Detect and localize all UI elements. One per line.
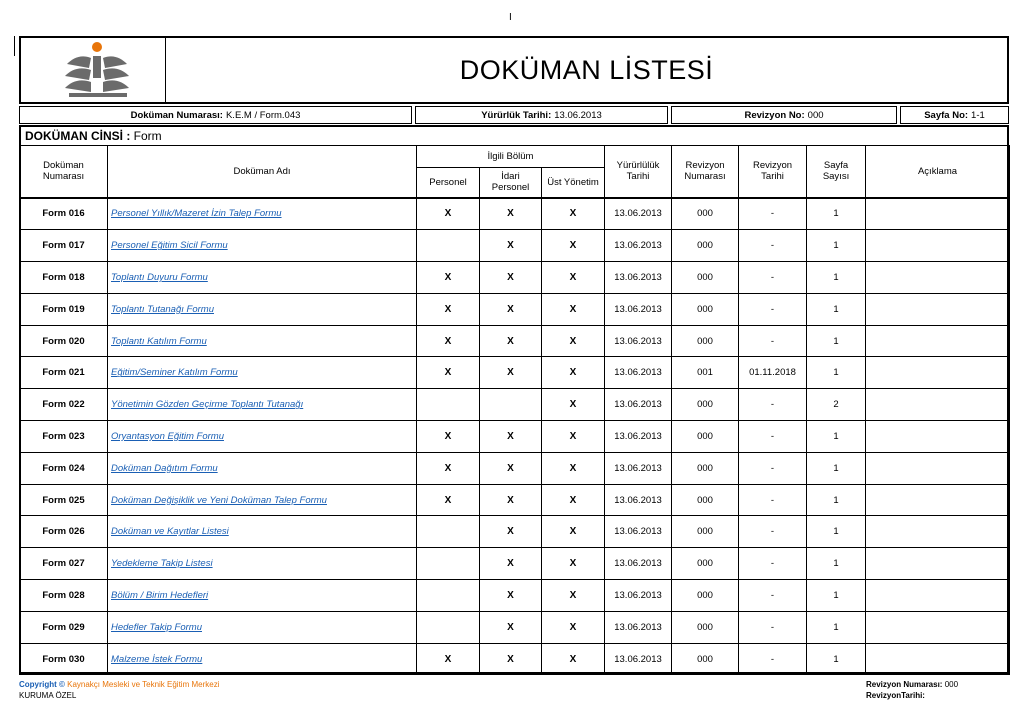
header-doc-name: Doküman Adı xyxy=(108,146,417,198)
doc-link[interactable]: Doküman Değişiklik ve Yeni Doküman Talep Formu xyxy=(111,494,327,506)
row-page-count: 1 xyxy=(807,325,866,357)
row-page-count: 1 xyxy=(807,484,866,516)
doc-link[interactable]: Personel Eğitim Sicil Formu xyxy=(111,240,228,252)
row-page-count: 1 xyxy=(807,357,866,389)
row-doc-name xyxy=(108,357,417,389)
header-page-count: Sayfa Sayısı xyxy=(807,146,866,198)
row-effective-date: 13.06.2013 xyxy=(605,357,672,389)
page-number-value: 1-1 xyxy=(971,109,985,121)
row-doc-number: Form 030 xyxy=(20,643,108,675)
row-top-management-mark: X xyxy=(542,389,605,421)
table-row xyxy=(20,262,1010,294)
row-personnel-mark xyxy=(417,611,480,643)
row-page-count: 1 xyxy=(807,421,866,453)
doc-link[interactable]: Yedekleme Takip Listesi xyxy=(111,558,213,570)
row-top-management-mark: X xyxy=(542,548,605,580)
row-personnel-mark: X xyxy=(417,325,480,357)
row-revision-number: 000 xyxy=(672,325,739,357)
row-top-management-mark: X xyxy=(542,452,605,484)
row-revision-date: - xyxy=(739,421,807,453)
row-notes xyxy=(866,452,1010,484)
doc-link[interactable]: Malzeme İstek Formu xyxy=(111,653,203,665)
row-revision-date: - xyxy=(739,548,807,580)
row-page-count: 1 xyxy=(807,198,866,230)
copyright-label: Copyright © xyxy=(19,680,65,689)
row-revision-date: - xyxy=(739,611,807,643)
row-top-management-mark: X xyxy=(542,230,605,262)
row-revision-number: 000 xyxy=(672,293,739,325)
doc-link[interactable]: Doküman Dağıtım Formu xyxy=(111,462,218,474)
row-admin-personnel-mark: X xyxy=(480,198,542,230)
row-doc-name xyxy=(108,230,417,262)
row-doc-name xyxy=(108,198,417,230)
document-header xyxy=(19,36,1009,104)
row-admin-personnel-mark: X xyxy=(480,452,542,484)
row-revision-date: 01.11.2018 xyxy=(739,357,807,389)
row-top-management-mark: X xyxy=(542,325,605,357)
row-revision-date: - xyxy=(739,293,807,325)
row-doc-number: Form 026 xyxy=(20,516,108,548)
row-effective-date: 13.06.2013 xyxy=(605,611,672,643)
doc-link[interactable]: Oryantasyon Eğitim Formu xyxy=(111,430,224,442)
doc-number-cell xyxy=(19,106,412,124)
footer-left xyxy=(19,679,219,701)
row-revision-date: - xyxy=(739,643,807,675)
row-admin-personnel-mark: X xyxy=(480,293,542,325)
row-admin-personnel-mark: X xyxy=(480,484,542,516)
row-admin-personnel-mark: X xyxy=(480,230,542,262)
header-revision-number: Revizyon Numarası xyxy=(672,146,739,198)
row-page-count: 1 xyxy=(807,452,866,484)
header-effective-date: Yürürlülük Tarihi xyxy=(605,146,672,198)
footer-revision-date-label: RevizyonTarihi: xyxy=(866,691,925,700)
row-admin-personnel-mark: X xyxy=(480,611,542,643)
row-revision-date: - xyxy=(739,580,807,612)
row-notes xyxy=(866,230,1010,262)
row-doc-number: Form 022 xyxy=(20,389,108,421)
row-doc-name xyxy=(108,452,417,484)
org-name: Kaynakçı Mesleki ve Teknik Eğitim Merkezi xyxy=(67,680,220,689)
row-notes xyxy=(866,421,1010,453)
row-revision-date: - xyxy=(739,198,807,230)
row-page-count: 1 xyxy=(807,516,866,548)
table-row xyxy=(20,580,1010,612)
row-notes xyxy=(866,198,1010,230)
table-row xyxy=(20,293,1010,325)
row-doc-name xyxy=(108,643,417,675)
effective-date-cell xyxy=(415,106,668,124)
effective-date-value: 13.06.2013 xyxy=(554,109,602,121)
table-row xyxy=(20,421,1010,453)
row-top-management-mark: X xyxy=(542,611,605,643)
row-admin-personnel-mark: X xyxy=(480,262,542,294)
doc-link[interactable]: Toplantı Duyuru Formu xyxy=(111,271,208,283)
row-revision-number: 000 xyxy=(672,389,739,421)
revision-label: Revizyon No: xyxy=(744,109,805,121)
row-top-management-mark: X xyxy=(542,421,605,453)
footer-revision-no-value: 000 xyxy=(944,680,959,689)
row-doc-number: Form 017 xyxy=(20,230,108,262)
row-revision-number: 000 xyxy=(672,452,739,484)
row-personnel-mark xyxy=(417,389,480,421)
row-admin-personnel-mark: X xyxy=(480,548,542,580)
row-revision-number: 000 xyxy=(672,230,739,262)
row-page-count: 1 xyxy=(807,643,866,675)
row-notes xyxy=(866,580,1010,612)
row-doc-name xyxy=(108,484,417,516)
row-notes xyxy=(866,484,1010,516)
header-top-management: Üst Yönetim xyxy=(542,168,605,198)
footer-revision-no-label: Revizyon Numarası: xyxy=(866,680,943,689)
row-notes xyxy=(866,548,1010,580)
row-doc-name xyxy=(108,325,417,357)
footer-right xyxy=(866,679,958,701)
row-notes xyxy=(866,389,1010,421)
document-table xyxy=(19,145,1010,675)
row-doc-number: Form 019 xyxy=(20,293,108,325)
row-revision-number: 000 xyxy=(672,484,739,516)
table-row xyxy=(20,516,1010,548)
row-top-management-mark: X xyxy=(542,293,605,325)
row-page-count: 1 xyxy=(807,580,866,612)
row-doc-number: Form 021 xyxy=(20,357,108,389)
row-doc-number: Form 028 xyxy=(20,580,108,612)
row-effective-date: 13.06.2013 xyxy=(605,293,672,325)
document-info-bar xyxy=(19,106,1009,124)
table-row xyxy=(20,230,1010,262)
row-admin-personnel-mark: X xyxy=(480,580,542,612)
header-revision-date: Revizyon Tarihi xyxy=(739,146,807,198)
document-list-box xyxy=(19,125,1009,674)
row-revision-date: - xyxy=(739,452,807,484)
table-row xyxy=(20,548,1010,580)
row-doc-name xyxy=(108,516,417,548)
row-revision-number: 000 xyxy=(672,580,739,612)
row-page-count: 1 xyxy=(807,293,866,325)
page-number-cell xyxy=(900,106,1009,124)
row-personnel-mark xyxy=(417,580,480,612)
row-top-management-mark: X xyxy=(542,198,605,230)
row-admin-personnel-mark: X xyxy=(480,357,542,389)
row-revision-date: - xyxy=(739,230,807,262)
row-effective-date: 13.06.2013 xyxy=(605,484,672,516)
row-revision-date: - xyxy=(739,325,807,357)
row-personnel-mark xyxy=(417,516,480,548)
doc-link[interactable]: Eğitim/Seminer Katılım Formu xyxy=(111,367,238,379)
table-row xyxy=(20,452,1010,484)
row-revision-number: 000 xyxy=(672,643,739,675)
table-row xyxy=(20,325,1010,357)
row-doc-number: Form 027 xyxy=(20,548,108,580)
header-notes: Açıklama xyxy=(866,146,1010,198)
row-revision-number: 000 xyxy=(672,548,739,580)
row-effective-date: 13.06.2013 xyxy=(605,421,672,453)
row-admin-personnel-mark: X xyxy=(480,643,542,675)
effective-date-label: Yürürlük Tarihi: xyxy=(481,109,552,121)
table-row xyxy=(20,389,1010,421)
row-notes xyxy=(866,611,1010,643)
row-doc-number: Form 023 xyxy=(20,421,108,453)
row-revision-date: - xyxy=(739,389,807,421)
doc-type-value: Form xyxy=(133,129,162,143)
revision-value: 000 xyxy=(807,109,824,121)
row-effective-date: 13.06.2013 xyxy=(605,389,672,421)
row-notes xyxy=(866,357,1010,389)
row-effective-date: 13.06.2013 xyxy=(605,548,672,580)
doc-type xyxy=(25,129,162,143)
book-stack-logo-icon xyxy=(21,38,166,102)
row-page-count: 2 xyxy=(807,389,866,421)
row-doc-name xyxy=(108,389,417,421)
table-row xyxy=(20,484,1010,516)
doc-link[interactable]: Bölüm / Birim Hedefleri xyxy=(111,589,209,601)
row-notes xyxy=(866,643,1010,675)
row-effective-date: 13.06.2013 xyxy=(605,516,672,548)
row-notes xyxy=(866,516,1010,548)
row-revision-number: 000 xyxy=(672,198,739,230)
row-revision-number: 000 xyxy=(672,611,739,643)
row-page-count: 1 xyxy=(807,611,866,643)
table-row xyxy=(20,198,1010,230)
row-effective-date: 13.06.2013 xyxy=(605,452,672,484)
row-personnel-mark: X xyxy=(417,484,480,516)
page-mark: I xyxy=(509,12,512,23)
row-doc-number: Form 016 xyxy=(20,198,108,230)
doc-link[interactable]: Toplantı Katılım Formu xyxy=(111,335,207,347)
row-revision-date: - xyxy=(739,262,807,294)
row-personnel-mark xyxy=(417,548,480,580)
row-notes xyxy=(866,293,1010,325)
row-personnel-mark xyxy=(417,230,480,262)
row-personnel-mark: X xyxy=(417,198,480,230)
row-notes xyxy=(866,262,1010,294)
row-effective-date: 13.06.2013 xyxy=(605,198,672,230)
doc-type-label: DOKÜMAN CİNSİ : xyxy=(25,129,131,143)
row-top-management-mark: X xyxy=(542,580,605,612)
row-doc-name xyxy=(108,548,417,580)
row-doc-name xyxy=(108,421,417,453)
header-personnel: Personel xyxy=(417,168,480,198)
row-effective-date: 13.06.2013 xyxy=(605,580,672,612)
header-related-dept: İlgili Bölüm xyxy=(417,146,605,168)
table-row xyxy=(20,643,1010,675)
header-admin-personnel: İdari Personel xyxy=(480,168,542,198)
row-notes xyxy=(866,325,1010,357)
row-revision-number: 000 xyxy=(672,421,739,453)
row-doc-name xyxy=(108,262,417,294)
row-revision-number: 000 xyxy=(672,516,739,548)
row-top-management-mark: X xyxy=(542,516,605,548)
doc-link[interactable]: Toplantı Tutanağı Formu xyxy=(111,303,214,315)
doc-link[interactable]: Hedefler Takip Formu xyxy=(111,621,202,633)
row-page-count: 1 xyxy=(807,548,866,580)
row-effective-date: 13.06.2013 xyxy=(605,325,672,357)
row-doc-name xyxy=(108,611,417,643)
row-personnel-mark: X xyxy=(417,357,480,389)
row-admin-personnel-mark xyxy=(480,389,542,421)
table-row xyxy=(20,611,1010,643)
row-doc-number: Form 029 xyxy=(20,611,108,643)
row-doc-name xyxy=(108,293,417,325)
row-top-management-mark: X xyxy=(542,643,605,675)
row-personnel-mark: X xyxy=(417,421,480,453)
row-effective-date: 13.06.2013 xyxy=(605,262,672,294)
row-page-count: 1 xyxy=(807,230,866,262)
row-doc-number: Form 025 xyxy=(20,484,108,516)
row-admin-personnel-mark: X xyxy=(480,421,542,453)
row-top-management-mark: X xyxy=(542,484,605,516)
row-top-management-mark: X xyxy=(542,262,605,294)
row-admin-personnel-mark: X xyxy=(480,516,542,548)
row-revision-date: - xyxy=(739,516,807,548)
doc-number-value: K.E.M / Form.043 xyxy=(225,109,301,121)
document-title: DOKÜMAN LİSTESİ xyxy=(459,54,714,85)
restriction-label: KURUMA ÖZEL xyxy=(19,691,77,700)
row-revision-number: 000 xyxy=(672,262,739,294)
row-personnel-mark: X xyxy=(417,643,480,675)
row-page-count: 1 xyxy=(807,262,866,294)
row-doc-number: Form 024 xyxy=(20,452,108,484)
doc-link[interactable]: Doküman ve Kayıtlar Listesi xyxy=(111,526,229,538)
row-revision-number: 001 xyxy=(672,357,739,389)
header-doc-number: Doküman Numarası xyxy=(20,146,108,198)
row-revision-date: - xyxy=(739,484,807,516)
row-admin-personnel-mark: X xyxy=(480,325,542,357)
doc-link[interactable]: Yönetimin Gözden Geçirme Toplantı Tutanağı xyxy=(111,399,304,411)
row-personnel-mark: X xyxy=(417,262,480,294)
row-personnel-mark: X xyxy=(417,452,480,484)
row-doc-number: Form 018 xyxy=(20,262,108,294)
logo-cell xyxy=(21,38,166,102)
row-effective-date: 13.06.2013 xyxy=(605,643,672,675)
revision-cell xyxy=(671,106,897,124)
table-row xyxy=(20,357,1010,389)
row-doc-name xyxy=(108,580,417,612)
doc-link[interactable]: Personel Yıllık/Mazeret İzin Talep Formu xyxy=(111,208,282,220)
row-effective-date: 13.06.2013 xyxy=(605,230,672,262)
row-personnel-mark: X xyxy=(417,293,480,325)
row-doc-number: Form 020 xyxy=(20,325,108,357)
doc-number-label: Doküman Numarası: xyxy=(130,109,223,121)
margin-tick xyxy=(14,36,15,56)
page-number-label: Sayfa No: xyxy=(924,109,969,121)
row-top-management-mark: X xyxy=(542,357,605,389)
